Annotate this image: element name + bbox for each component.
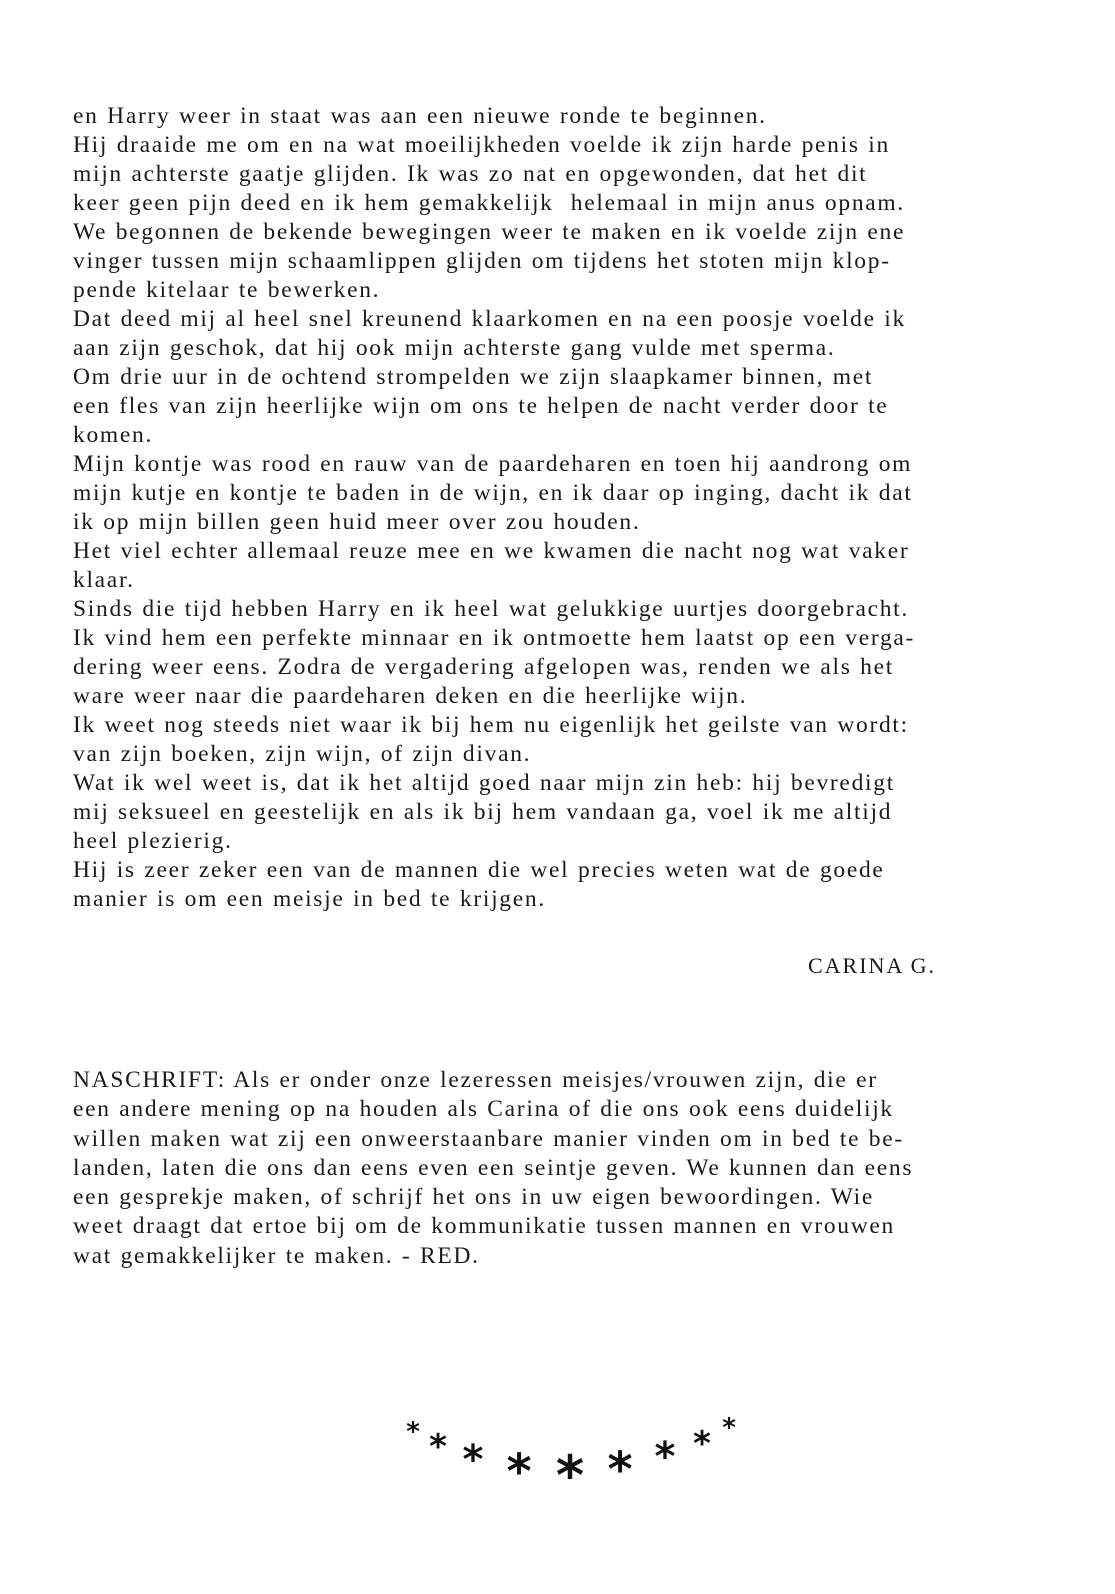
asterisk-mark: *: [555, 1443, 585, 1507]
asterisk-mark: *: [506, 1444, 532, 1500]
text-line: Hij draaide me om en na wat moeilijkheden voelde ik zijn harde penis in: [73, 132, 890, 158]
text-line: klaar.: [73, 567, 135, 593]
text-line: Dat deed mij al heel snel kreunend klaarkomen en na een poosje voelde ik: [73, 306, 906, 332]
text-line: Mijn kontje was rood en rauw van de paardeharen en toen hij aandrong om: [73, 451, 913, 477]
postscript-line: NASCHRIFT: Als er onder onze lezeressen meisjes/vrouwen zijn, die er: [73, 1067, 878, 1093]
postscript-line: weet draagt dat ertoe bij om de kommunikatie tussen mannen en vrouwen: [73, 1213, 895, 1240]
asterisk-mark: *: [722, 1412, 736, 1443]
text-line: heel plezierig.: [73, 828, 233, 854]
text-line: pende kitelaar te bewerken.: [73, 277, 381, 303]
author-signature: CARINA G.: [808, 953, 937, 978]
text-line: Ik vind hem een perfekte minnaar en ik ontmoette hem laatst op een verga-: [73, 625, 916, 651]
asterisk-mark: *: [607, 1442, 633, 1498]
text-line: ik op mijn billen geen huid meer over zou houden.: [73, 509, 641, 535]
text-line: en Harry weer in staat was aan een nieuwe ronde te beginnen.: [73, 103, 767, 129]
text-line: aan zijn geschok, dat hij ook mijn achterste gang vulde met sperma.: [73, 335, 836, 361]
text-line: We begonnen de bekende bewegingen weer te maken en ik voelde zijn ene: [73, 219, 906, 245]
text-line: een fles van zijn heerlijke wijn om ons te helpen de nacht verder door te: [73, 393, 889, 419]
text-line: mijn kutje en kontje te baden in de wijn, en ik daar op inging, dacht ik dat: [73, 480, 913, 506]
postscript-line: een gesprekje maken, of schrijf het ons in uw eigen bewoordingen. Wie: [73, 1184, 875, 1211]
text-line: ware weer naar die paardeharen deken en die heerlijke wijn.: [73, 683, 748, 709]
text-line: Sinds die tijd hebben Harry en ik heel wat gelukkige uurtjes doorgebracht.: [73, 596, 909, 622]
text-line: Om drie uur in de ochtend strompelden we zijn slaapkamer binnen, met: [73, 364, 874, 390]
postscript-line: wat gemakkelijker te maken. - RED.: [73, 1242, 480, 1269]
asterisk-mark: *: [462, 1437, 484, 1483]
postscript-line: landen, laten die ons dan eens even een seintje geven. We kunnen dan eens: [73, 1154, 914, 1181]
asterisk-mark: *: [406, 1416, 420, 1447]
asterisk-mark: *: [693, 1423, 711, 1464]
asterisk-mark: *: [654, 1434, 676, 1480]
text-line: vinger tussen mijn schaamlippen glijden om tijdens het stoten mijn klop-: [73, 248, 891, 274]
text-line: mij seksueel en geestelijk en als ik bij hem vandaan ga, voel ik me altijd: [73, 799, 893, 825]
text-line: Hij is zeer zeker een van de mannen die wel precies weten wat de goede: [73, 857, 885, 883]
text-line: Ik weet nog steeds niet waar ik bij hem nu eigenlijk het geilste van wordt:: [73, 712, 909, 738]
text-line: mijn achterste gaatje glijden. Ik was zo nat en opgewonden, dat het dit: [73, 161, 868, 187]
text-line: dering weer eens. Zodra de vergadering afgelopen was, renden we als het: [73, 654, 894, 680]
asterisk-mark: *: [429, 1426, 447, 1467]
text-line: Het viel echter allemaal reuze mee en we kwamen die nacht nog wat vaker: [73, 538, 910, 564]
text-line: van zijn boeken, zijn wijn, of zijn divan.: [73, 741, 532, 767]
text-line: manier is om een meisje in bed te krijgen.: [73, 886, 546, 912]
postscript-line: een andere mening op na houden als Carina of die ons ook eens duidelijk: [73, 1096, 894, 1123]
postscript-line: willen maken wat zij een onweerstaanbare manier vinden om in bed te be-: [73, 1125, 904, 1152]
text-line: Wat ik wel weet is, dat ik het altijd goed naar mijn zin heb: hij bevredigt: [73, 770, 895, 796]
text-line: komen.: [73, 422, 154, 448]
text-line: keer geen pijn deed en ik hem gemakkelijk helemaal in mijn anus opnam.: [73, 190, 905, 216]
